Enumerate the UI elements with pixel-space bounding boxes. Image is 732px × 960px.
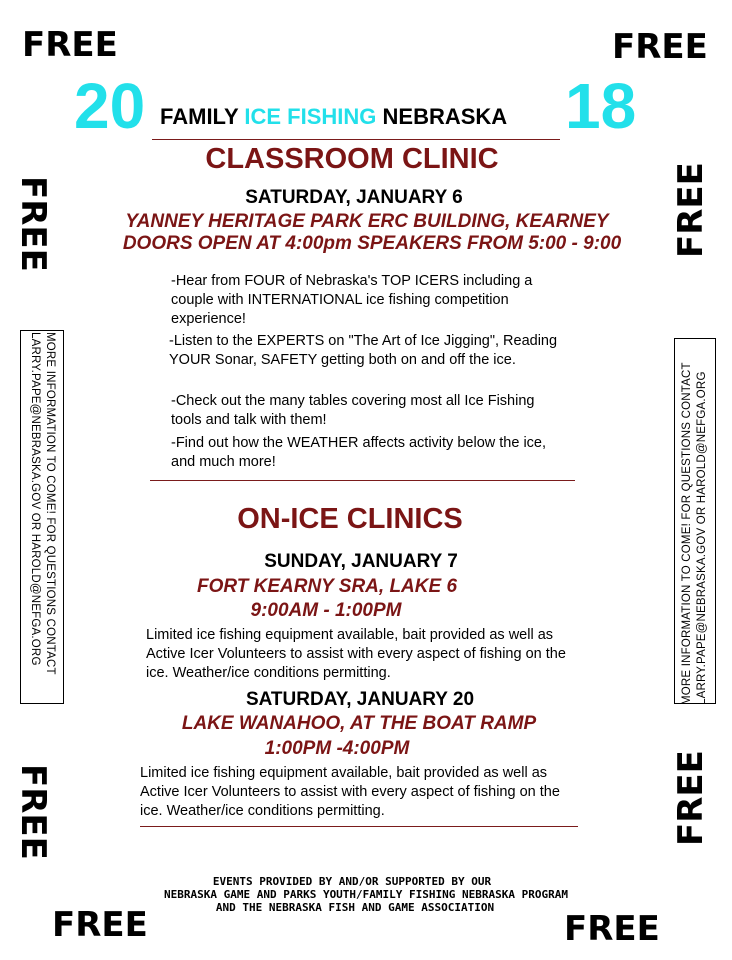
- onice-heading: ON-ICE CLINICS: [237, 503, 463, 535]
- classroom-bullet-3: -Check out the many tables covering most all Ice Fishing tools and talk with them!: [171, 393, 535, 428]
- classroom-date: SATURDAY, JANUARY 6: [245, 187, 463, 208]
- free-label-bottom-left: FREE: [52, 905, 148, 945]
- contact-line-2: LARRY.PAPE@NEBRASKA.GOV OR HAROLD@NEFGA.ORG: [696, 371, 708, 705]
- footer-line-1: EVENTS PROVIDED BY AND/OR SUPPORTED BY OUR: [212, 875, 492, 888]
- year-left: 20: [74, 70, 146, 142]
- classroom-bullet-2: -Listen to the EXPERTS on "The Art of Ice Jigging", Reading YOUR Sonar, SAFETY getting both on and off the ice.: [169, 333, 558, 368]
- footer-line-3: AND THE NEBRASKA FISH AND GAME ASSOCIATION: [215, 901, 495, 914]
- free-label-left-lower: FREE: [13, 764, 53, 860]
- contact-box-left: [20, 330, 64, 704]
- free-label-bottom-right: FREE: [564, 909, 660, 949]
- footer-line-2: NEBRASKA GAME AND PARKS YOUTH/FAMILY FISHING NEBRASKA PROGRAM: [164, 888, 568, 901]
- contact-line-1: MORE INFORMATION TO COME! FOR QUESTIONS CONTACT: [44, 332, 56, 675]
- divider-bottom: [140, 826, 578, 827]
- onice-event2-venue: LAKE WANAHOO, AT THE BOAT RAMP: [181, 713, 537, 734]
- classroom-bullet-1: -Hear from FOUR of Nebraska's TOP ICERS including a couple with INTERNATIONAL ice fishing competition experience!: [171, 273, 533, 327]
- event-title: [160, 106, 507, 128]
- contact-line-1: MORE INFORMATION TO COME! FOR QUESTIONS CONTACT: [681, 362, 693, 705]
- classroom-times: DOORS OPEN AT 4:00pm SPEAKERS FROM 5:00 - 9:00: [122, 233, 622, 254]
- onice-event1-time: 9:00AM - 1:00PM: [250, 600, 402, 621]
- free-label-left-upper: FREE: [13, 176, 53, 272]
- free-label-top-right: FREE: [612, 27, 708, 67]
- classroom-bullet-4: -Find out how the WEATHER affects activity below the ice, and much more!: [171, 435, 547, 470]
- onice-event1-venue: FORT KEARNY SRA, LAKE 6: [196, 576, 458, 597]
- classroom-heading: CLASSROOM CLINIC: [205, 143, 499, 175]
- title-family: FAMILY: [160, 104, 239, 129]
- divider-top: [152, 139, 560, 140]
- contact-line-2: LARRY.PAPE@NEBRASKA.GOV OR HAROLD@NEFGA.ORG: [29, 332, 41, 666]
- contact-text-left: [27, 332, 57, 702]
- onice-event2-description: Limited ice fishing equipment available, bait provided as well as Active Icer Volunteers to assist with every aspect of fishing on the ice. Weather/ice conditions permitting.: [140, 765, 560, 819]
- divider-middle: [150, 480, 575, 481]
- title-nebraska: NEBRASKA: [382, 104, 508, 129]
- free-label-top-left: FREE: [22, 25, 118, 65]
- title-ice-fishing: ICE FISHING: [244, 104, 377, 129]
- year-right: 18: [565, 70, 637, 142]
- contact-text-right: [680, 337, 710, 705]
- free-label-right-upper: FREE: [671, 162, 711, 258]
- contact-box-right: [674, 338, 716, 704]
- onice-event1-description: Limited ice fishing equipment available, bait provided as well as Active Icer Volunteers to assist with every aspect of fishing on the ice. Weather/ice conditions permitting.: [146, 627, 566, 681]
- free-label-right-lower: FREE: [671, 750, 711, 846]
- onice-event2-time: 1:00PM -4:00PM: [264, 738, 410, 759]
- onice-event1-date: SUNDAY, JANUARY 7: [264, 551, 458, 572]
- classroom-venue: YANNEY HERITAGE PARK ERC BUILDING, KEARNEY: [125, 211, 609, 232]
- onice-event2-date: SATURDAY, JANUARY 20: [245, 689, 475, 710]
